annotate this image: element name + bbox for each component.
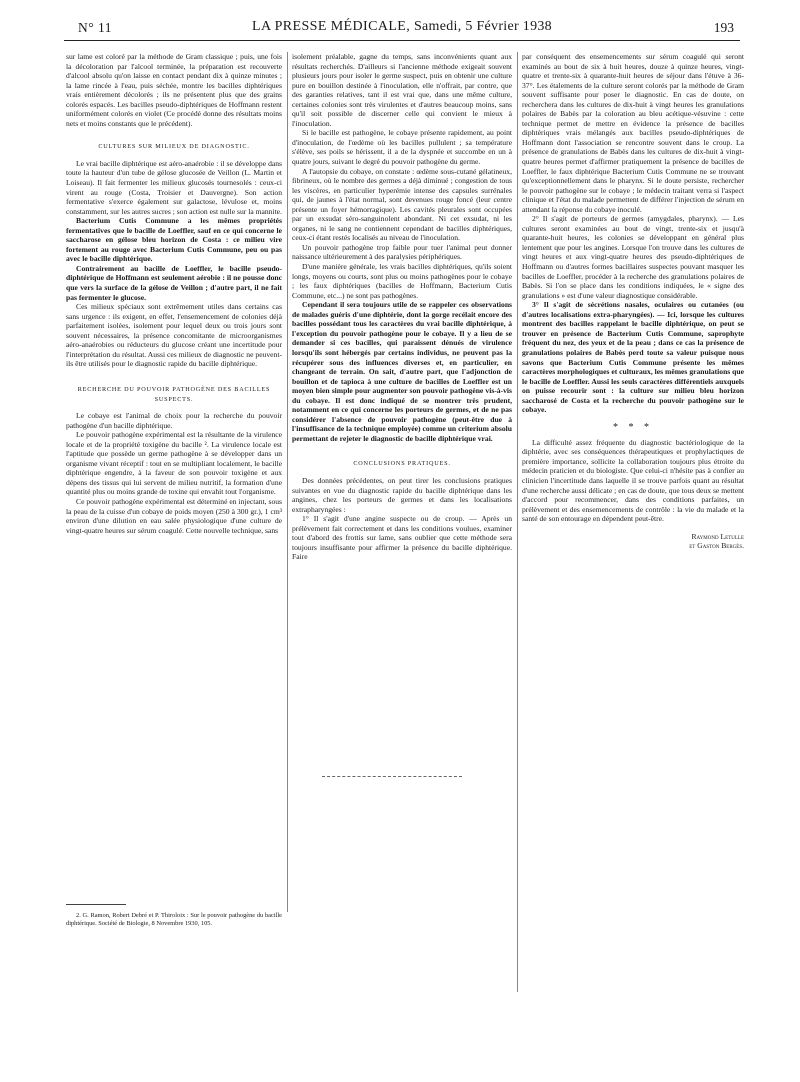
paragraph: La difficulté assez fréquente du diagnostic bactériologique de la diphtérie, avec ses conséquences thérapeutiques et prophylactiques de première importance, sollicite la collaboration toujours plus étroite du médecin praticien et du biologiste. Que celui-ci n'hésite pas à confier au clinicien l'incertitude dans laquelle il se trouve parfois quant au résultat d'une recherche aussi délicate ; en cas de doute, que tous deux se mettent d'accord pour recommencer, dans des conditions parfaites, un prélèvement et des ensemencements de contrôle : la vie du malade et la santé de son entourage en dépendent peut-être.	[522, 437, 744, 524]
footnote-text: 2. G. Ramon, Robert Debré et P. Thiroloix : Sur le pouvoir pathogène du bacille diphtérique. Société de Biologie, 8 Novembre 1930, 105.	[66, 912, 282, 928]
column-divider	[287, 52, 288, 912]
paragraph: Un pouvoir pathogène trop faible pour tuer l'animal peut donner naissance ultérieurement à des paralysies périphériques.	[292, 242, 512, 262]
paragraph: par conséquent des ensemencements sur sérum coagulé qui seront examinés au bout de six à huit heures, douze à quinze heures, vingt-quatre et trente-six à quarante-huit heures de séjour dans l'étuve à 36-37°. Les étalements de la culture seront colorés par la méthode de Gram souvent suffisante pour poser le diagnostic. En cas de doute, on recherchera dans les cultures de dix-huit à vingt heures les granulations polaires de Babès par la coloration au bleu acétique-vésuvine : cette technique permet de mettre en évidence la présence de bacilles diphtériques vrais mélangés aux bacilles pseudo-diphtériques de Hoffmann dont l'association se rencontre souvent dans le croup. La présence de granulations de Babès dans les cultures de dix-huit à vingt-quatre heures permet d'affirmer pratiquement la présence de bacilles de Loeffler, le faux diphtérique Bacterium Cutis Commune ne se trouvant qu'exceptionnellement dans le pharynx. Si le doute persiste, rechercher le pouvoir pathogène sur le cobaye ; le médecin traitant verra si l'aspect clinique et l'état du malade permettent de différer l'injection de sérum en attendant la réponse du cobaye inoculé.	[522, 52, 744, 214]
paragraph: 2° Il s'agit de porteurs de germes (amygdales, pharynx). — Les cultures seront examinées au bout de vingt, trente-six et jusqu'à quarante-huit heures, les colonies se développant en général plus lentement que pour les angines. Lorsque l'on trouve dans les cultures de vingt heures et aux vingt-quatre heures des pseudo-diphtériques de Hoffmann ou d'autres formes bacillaires suspectes pouvant masquer les bacilles de Loeffler, procéder à la recherche des granulations polaires de Babès. Si l'on se place dans les conditions indiquées, le « signe des granulations » est d'une valeur diagnostique considérable.	[522, 214, 744, 300]
journal-name: LA PRESSE MÉDICALE,	[252, 19, 411, 34]
signature-block	[522, 532, 744, 551]
issue-date: Samedi, 5 Février 1938	[413, 19, 552, 34]
section-heading-pouvoir: RECHERCHE DU POUVOIR PATHOGÈNE DES BACILLES SUSPECTS.	[77, 385, 271, 403]
paragraph: Si le bacille est pathogène, le cobaye présente rapidement, au point d'inoculation, de l'œdème où les bacilles pullulent ; sa température s'élève, ses poils se hérissent, il a de la dyspnée et succombe en un à quatre jours, suivant le degré du pouvoir pathogène du germe.	[292, 128, 512, 167]
asterism: * * *	[613, 421, 653, 433]
paragraph: isolement préalable, gagne du temps, sans inconvénients quant aux résultats recherchés. D'ailleurs si l'ancienne méthode exigeait souvent plusieurs jours pour isoler le germe suspect, puis en obtenir une culture pure en bouillon destinée à l'inoculation, elle n'offrait, par contre, que des garanties relatives, tant il est vrai que, dans une même culture, certaines colonies sont très virulentes et d'autres beaucoup moins, sans qu'il soit possible de discerner celle qui convient le mieux à l'inoculation.	[292, 52, 512, 128]
end-rule	[322, 776, 462, 777]
paragraph: D'une manière générale, les vrais bacilles diphtériques, qu'ils soient longs, moyens ou courts, sont plus ou moins pathogènes pour le cobaye ; les faux diphtériques (bacilles de Hoffmann, Bacterium Cutis Commune, etc...) ne sont pas pathogènes.	[292, 262, 512, 300]
paragraph: Contrairement au bacille de Loeffler, le bacille pseudo-diphtérique de Hoffmann est seulement aérobie : il ne pousse donc que vers la surface de la gélose de Veillon ; d'autre part, il ne fait pas fermenter le glucose.	[66, 263, 282, 302]
paragraph: 1° Il s'agit d'une angine suspecte ou de croup. — Après un prélèvement fait correctement et dans les conditions voulues, examiner tout d'abord des frottis sur lame, sans oublier que cette méthode sera toujours insuffisante pour affirmer la présence du bacille diphtérique. Faire	[292, 514, 512, 562]
paragraph: Le vrai bacille diphtérique est aéro-anaérobie : il se développe dans toute la hauteur d'un tube de gélose glucosée de Veillon (L. Martin et Loiseau). Il fait fermenter les milieux glucosés tournesolés : ceux-ci virent au rouge (Costa, Troisier et Dauvergne). Son action fermentative s'exerce également sur galactose, lévulose et, moins constamment, sur les autres sucres ; son action est nulle sur la mannite.	[66, 158, 282, 216]
paragraph: Cependant il sera toujours utile de se rappeler ces observations de malades guéris d'une diphtérie, dont la gorge recélait encore des bacilles possédant tous les caractères du vrai bacille diphtérique, à l'exception du pouvoir pathogène pour le cobaye. Il y a lieu de se demander si ces bacilles, qui paraissent dénués de virulence lorsqu'ils sont hébergés par certains individus, ne peuvent pas la récupérer sous des influences diverses et, en particulier, en changeant de terrain. On sait, d'autre part, que l'adjonction de bouillon et de tapioca à une culture de bacilles de Loeffler est un moyen bien simple pour augmenter son pouvoir pathogène vis-à-vis du cobaye. Il est donc indiqué de se montrer très prudent, notamment en ce qui concerne les porteurs de germes, et de ne pas considérer l'absence de pouvoir pathogène (peut-être due à l'insuffisance de la technique employée) comme un criterium absolu permettant de rejeter le diagnostic de bacille diphtérique vrai.	[292, 300, 512, 443]
footnote	[66, 912, 282, 928]
paragraph: Le cobaye est l'animal de choix pour la recherche du pouvoir pathogène d'un bacille diphtérique.	[66, 411, 282, 430]
paragraph: Ce pouvoir pathogène expérimental est déterminé en injectant, sous la peau de la cuisse d'un cobaye de poids moyen (250 à 300 gr.), 1 cm³ environ d'une dilution en eau salée physiologique d'une culture de vingt-quatre heures sur sérum coagulé. Cette nouvelle technique, sans	[66, 496, 282, 535]
section-heading-conclusions: CONCLUSIONS PRATIQUES.	[353, 460, 451, 468]
column-divider	[517, 52, 518, 992]
column-1	[66, 52, 282, 892]
paragraph: A l'autopsie du cobaye, on constate : œdème sous-cutané gélatineux, fibrineux, où le nombre des germes a déjà diminué ; congestion de tous les viscères, en particulier hyperémie intense des capsules surrénales qui, de jaunes à l'état normal, sont devenues rouge foncé (leur centre présente un foyer hémorragique). Les cavités pleurales sont occupées par un exsudat séro-sanguinolent abondant. Ni cet exsudat, ni les organes, ni le sang ne contiennent cependant de bacilles diphtériques, ceux-ci étant restés localisés au niveau de l'inoculation.	[292, 166, 512, 243]
paragraph: Bacterium Cutis Commune a les mêmes propriétés fermentatives que le bacille de Loeffler, sauf en ce qui concerne le saccharose en gélose bleu horizon de Costa : ce milieu vire fortement au rouge avec Bacterium Cutis Commune, peu ou pas avec le bacille diphtérique.	[66, 216, 282, 264]
paragraph: 3° Il s'agit de sécrétions nasales, oculaires ou cutanées (ou d'autres localisations extra-pharyngées). — Ici, lorsque les cultures montrent des bacilles rappelant le bacille diphtérique, on peut se trouver en présence de Bacterium Cutis Commune, saprophyte fréquent du nez, des yeux et de la peau ; dans ce cas la présence de granulations polaires de Babès perd toute sa valeur puisque nous savons que Bacterium Cutis Commune présente les mêmes caractères morphologiques et culturaux, les mêmes granulations que le bacille de Loeffler. Aussi les seuls caractères différentiels auxquels on puisse recourir sont : la culture sur milieu bleu horizon saccharosé de Costa et la recherche du pouvoir pathogène sur le cobaye.	[522, 300, 744, 415]
footnote-rule	[66, 904, 126, 905]
paragraph: Ces milieux spéciaux sont extrêmement utiles dans certains cas sans urgence : ils exigent, en effet, l'ensemencement de colonies déjà parfaitement isolées, isolement pour lequel deux ou trois jours sont souvent nécessaires, la présence concomitante de microorganismes aéro-anaérobies ou réducteurs du glucose créant une incertitude pour l'interprétation du résultat. Aussi ces milieux de diagnostic ne peuvent-ils être utilisés pour le diagnostic rapide du bacille diphtérique.	[66, 302, 282, 369]
column-2	[292, 52, 512, 772]
author-name: Raymond Letulle	[691, 531, 744, 541]
column-3	[522, 52, 744, 992]
paragraph: sur lame est coloré par la méthode de Gram classique ; puis, une fois la décoloration par l'alcool terminée, la préparation est recouverte d'alcool absolu qu'on laisse en contact pendant dix à quinze minutes ; la lame rincée à l'eau, puis séchée, montre les bacilles diphtériques vrais entièrement décolorés ; ils ne présentent plus que des grains colorés espacés. Les bacilles pseudo-diphtériques de Hoffmann restent uniformément colorés en violet (Ce procédé donne des résultats moins nets et moins constants que le précédent).	[66, 52, 282, 128]
issue-number: N° 11	[78, 20, 113, 35]
paragraph: Des données précédentes, on peut tirer les conclusions pratiques suivantes en vue du diagnostic rapide du bacille diphtérique dans les angines, chez les porteurs de germes et dans les localisations extrapharyngées :	[292, 475, 512, 514]
author-name: et Gaston Bergès.	[689, 541, 744, 551]
section-heading-cultures: CULTURES SUR MILIEUX DE DIAGNOSTIC.	[98, 143, 250, 151]
page-number: 193	[713, 20, 734, 35]
journal-title-line	[64, 19, 740, 35]
paragraph: Le pouvoir pathogène expérimental est la résultante de la virulence locale et de la propriété toxigène du bacille ². La virulence locale est l'aptitude que possède un germe pathogène à se développer dans un organisme vivant réceptif : tout en se multipliant localement, le bacille diphtérique engendre, à la faveur de son pouvoir toxigène et aux dépens des tissus qui lui servent de milieu nutritif, la formation d'une quantité plus ou moins grande de toxine qui envahit tout l'organisme.	[66, 430, 282, 497]
page-header	[64, 18, 740, 41]
